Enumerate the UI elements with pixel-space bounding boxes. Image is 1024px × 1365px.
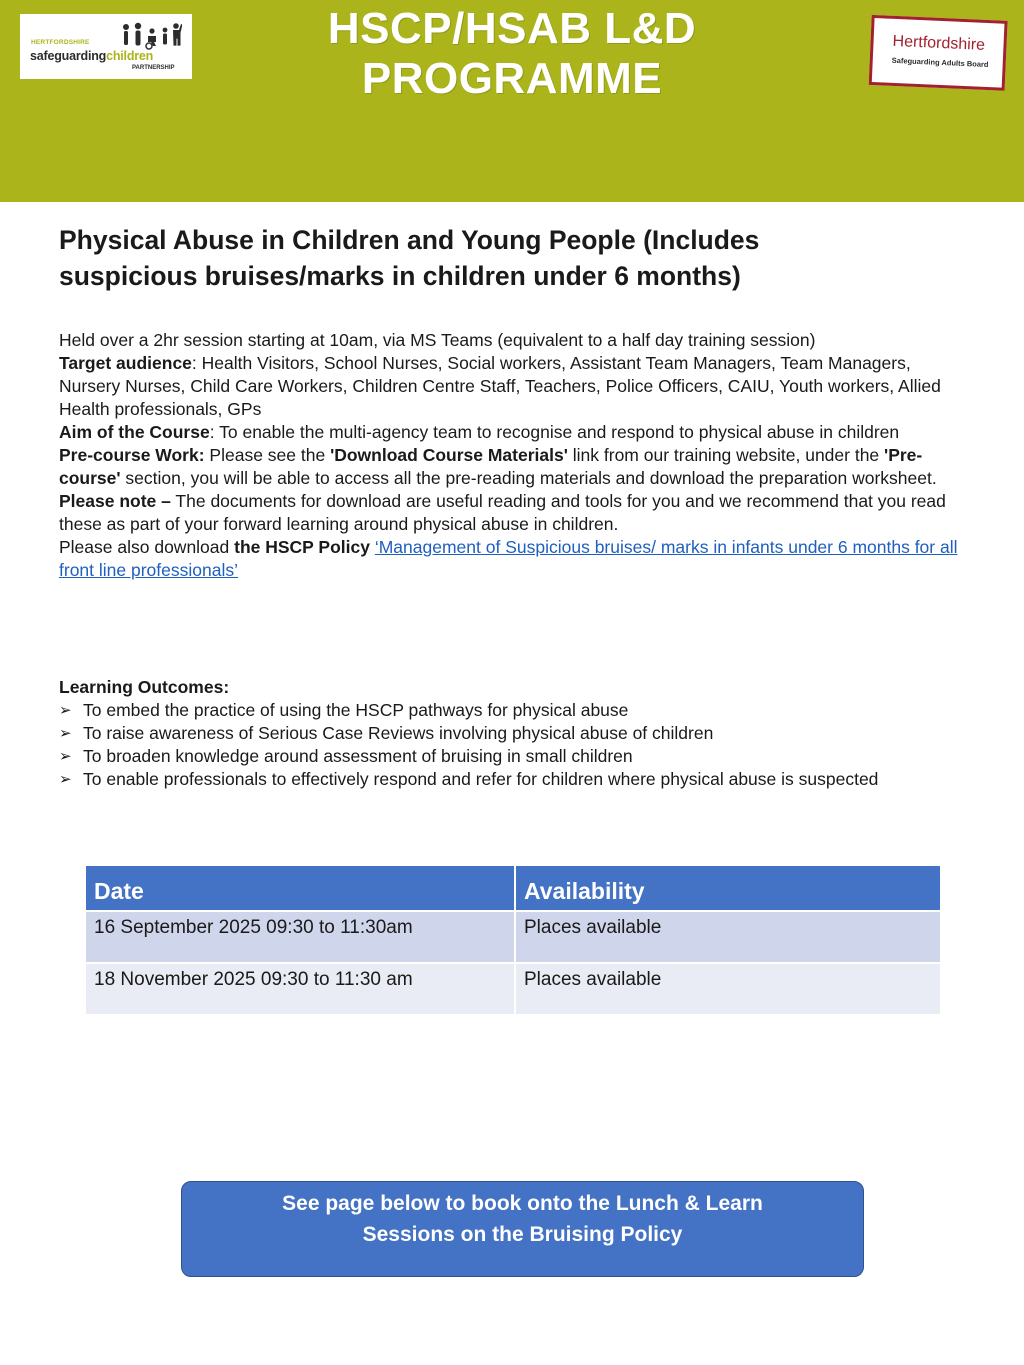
logo-partnership-text: PARTNERSHIP bbox=[132, 65, 175, 71]
column-header-availability: Availability bbox=[515, 865, 941, 911]
lunch-and-learn-callout[interactable] bbox=[181, 1181, 864, 1277]
policy-download bbox=[59, 536, 969, 582]
arrow-bullet-icon: ➢ bbox=[59, 702, 72, 719]
page-title-line1: HSCP/HSAB L&D bbox=[327, 4, 697, 53]
precourse-work bbox=[59, 444, 969, 490]
list-item bbox=[59, 745, 979, 768]
precourse-section-ref: 'Pre-course' bbox=[59, 445, 923, 488]
page-title bbox=[262, 4, 762, 104]
page-title-line2: PROGRAMME bbox=[361, 54, 663, 103]
precourse-text-2: link from our training website, under the bbox=[567, 445, 885, 465]
course-title-line2: suspicious bruises/marks in children under 6 months) bbox=[59, 261, 741, 291]
precourse-text-3: section, you will be able to access all the pre-reading materials and download the preparation worksheet. bbox=[120, 468, 937, 488]
session-availability: Places available bbox=[515, 911, 941, 963]
callout-line2: Sessions on the Bruising Policy bbox=[362, 1223, 683, 1246]
outcome-text: To raise awareness of Serious Case Reviews involving physical abuse of children bbox=[83, 723, 714, 743]
logo-children-word: children bbox=[106, 49, 154, 63]
policy-download-bold: the HSCP Policy bbox=[234, 537, 370, 557]
outcome-text: To enable professionals to effectively respond and refer for children where physical abuse is suspected bbox=[83, 769, 879, 789]
policy-link[interactable]: ‘Management of Suspicious bruises/ marks in infants under 6 months for all front line professionals’ bbox=[59, 537, 958, 580]
policy-download-text: Please also download bbox=[59, 537, 235, 557]
logo-main-text bbox=[30, 49, 153, 63]
course-aim-label: Aim of the Course bbox=[59, 422, 210, 442]
outcome-text: To embed the practice of using the HSCP pathways for physical abuse bbox=[83, 700, 629, 720]
table-row bbox=[85, 963, 941, 1015]
arrow-bullet-icon: ➢ bbox=[59, 748, 72, 765]
logo-safeguarding-word: safeguarding bbox=[30, 49, 107, 63]
callout-line1: See page below to book onto the Lunch & Learn bbox=[282, 1192, 763, 1215]
hscp-logo bbox=[20, 14, 192, 79]
learning-outcomes bbox=[59, 676, 979, 791]
target-audience bbox=[59, 352, 969, 421]
session-date: 18 November 2025 09:30 to 11:30 am bbox=[85, 963, 515, 1015]
outcome-text: To broaden knowledge around assessment of bruising in small children bbox=[83, 746, 633, 766]
list-item bbox=[59, 768, 979, 791]
precourse-text-1: Please see the bbox=[204, 445, 331, 465]
family-figures-icon bbox=[120, 22, 182, 50]
session-availability: Places available bbox=[515, 963, 941, 1015]
hsab-logo-name: Hertfordshire bbox=[892, 32, 986, 54]
session-date: 16 September 2025 09:30 to 11:30am bbox=[85, 911, 515, 963]
please-note-text: The documents for download are useful reading and tools for you and we recommend that you read these as part of your forward learning around physical abuse in children. bbox=[59, 491, 946, 534]
course-description bbox=[59, 329, 969, 582]
table-header-row bbox=[85, 865, 941, 911]
precourse-label: Pre-course Work: bbox=[59, 445, 205, 465]
column-header-date: Date bbox=[85, 865, 515, 911]
arrow-bullet-icon: ➢ bbox=[59, 725, 72, 742]
learning-outcomes-heading: Learning Outcomes: bbox=[59, 677, 230, 697]
target-audience-text: : Health Visitors, School Nurses, Social workers, Assistant Team Managers, Team Managers, Nursery Nurses, Child Care Workers, Children Centre Staff, Teachers, Police Officers, CAIU, Youth workers, Allied Health professionals, GPs bbox=[59, 353, 941, 419]
arrow-bullet-icon: ➢ bbox=[59, 771, 72, 788]
hsab-logo-subtitle: Safeguarding Adults Board bbox=[891, 55, 989, 70]
table-row bbox=[85, 911, 941, 963]
session-info: Held over a 2hr session starting at 10am, via MS Teams (equivalent to a half day training session) bbox=[59, 330, 816, 350]
hsab-logo bbox=[868, 15, 1015, 97]
course-aim-text: : To enable the multi-agency team to recognise and respond to physical abuse in children bbox=[209, 422, 900, 442]
please-note bbox=[59, 490, 969, 536]
course-title bbox=[59, 222, 969, 294]
precourse-materials-ref: 'Download Course Materials' bbox=[330, 445, 568, 465]
sessions-table bbox=[84, 864, 942, 1016]
list-item bbox=[59, 699, 979, 722]
course-heading bbox=[59, 222, 969, 294]
please-note-label: Please note – bbox=[59, 491, 171, 511]
header-banner bbox=[0, 0, 1024, 202]
outcomes-list bbox=[59, 699, 979, 791]
course-aim bbox=[59, 421, 969, 444]
list-item bbox=[59, 722, 979, 745]
target-audience-label: Target audience bbox=[59, 353, 192, 373]
logo-county-text: HERTFORDSHIRE bbox=[31, 39, 90, 46]
course-title-line1: Physical Abuse in Children and Young People (Includes bbox=[59, 225, 760, 255]
